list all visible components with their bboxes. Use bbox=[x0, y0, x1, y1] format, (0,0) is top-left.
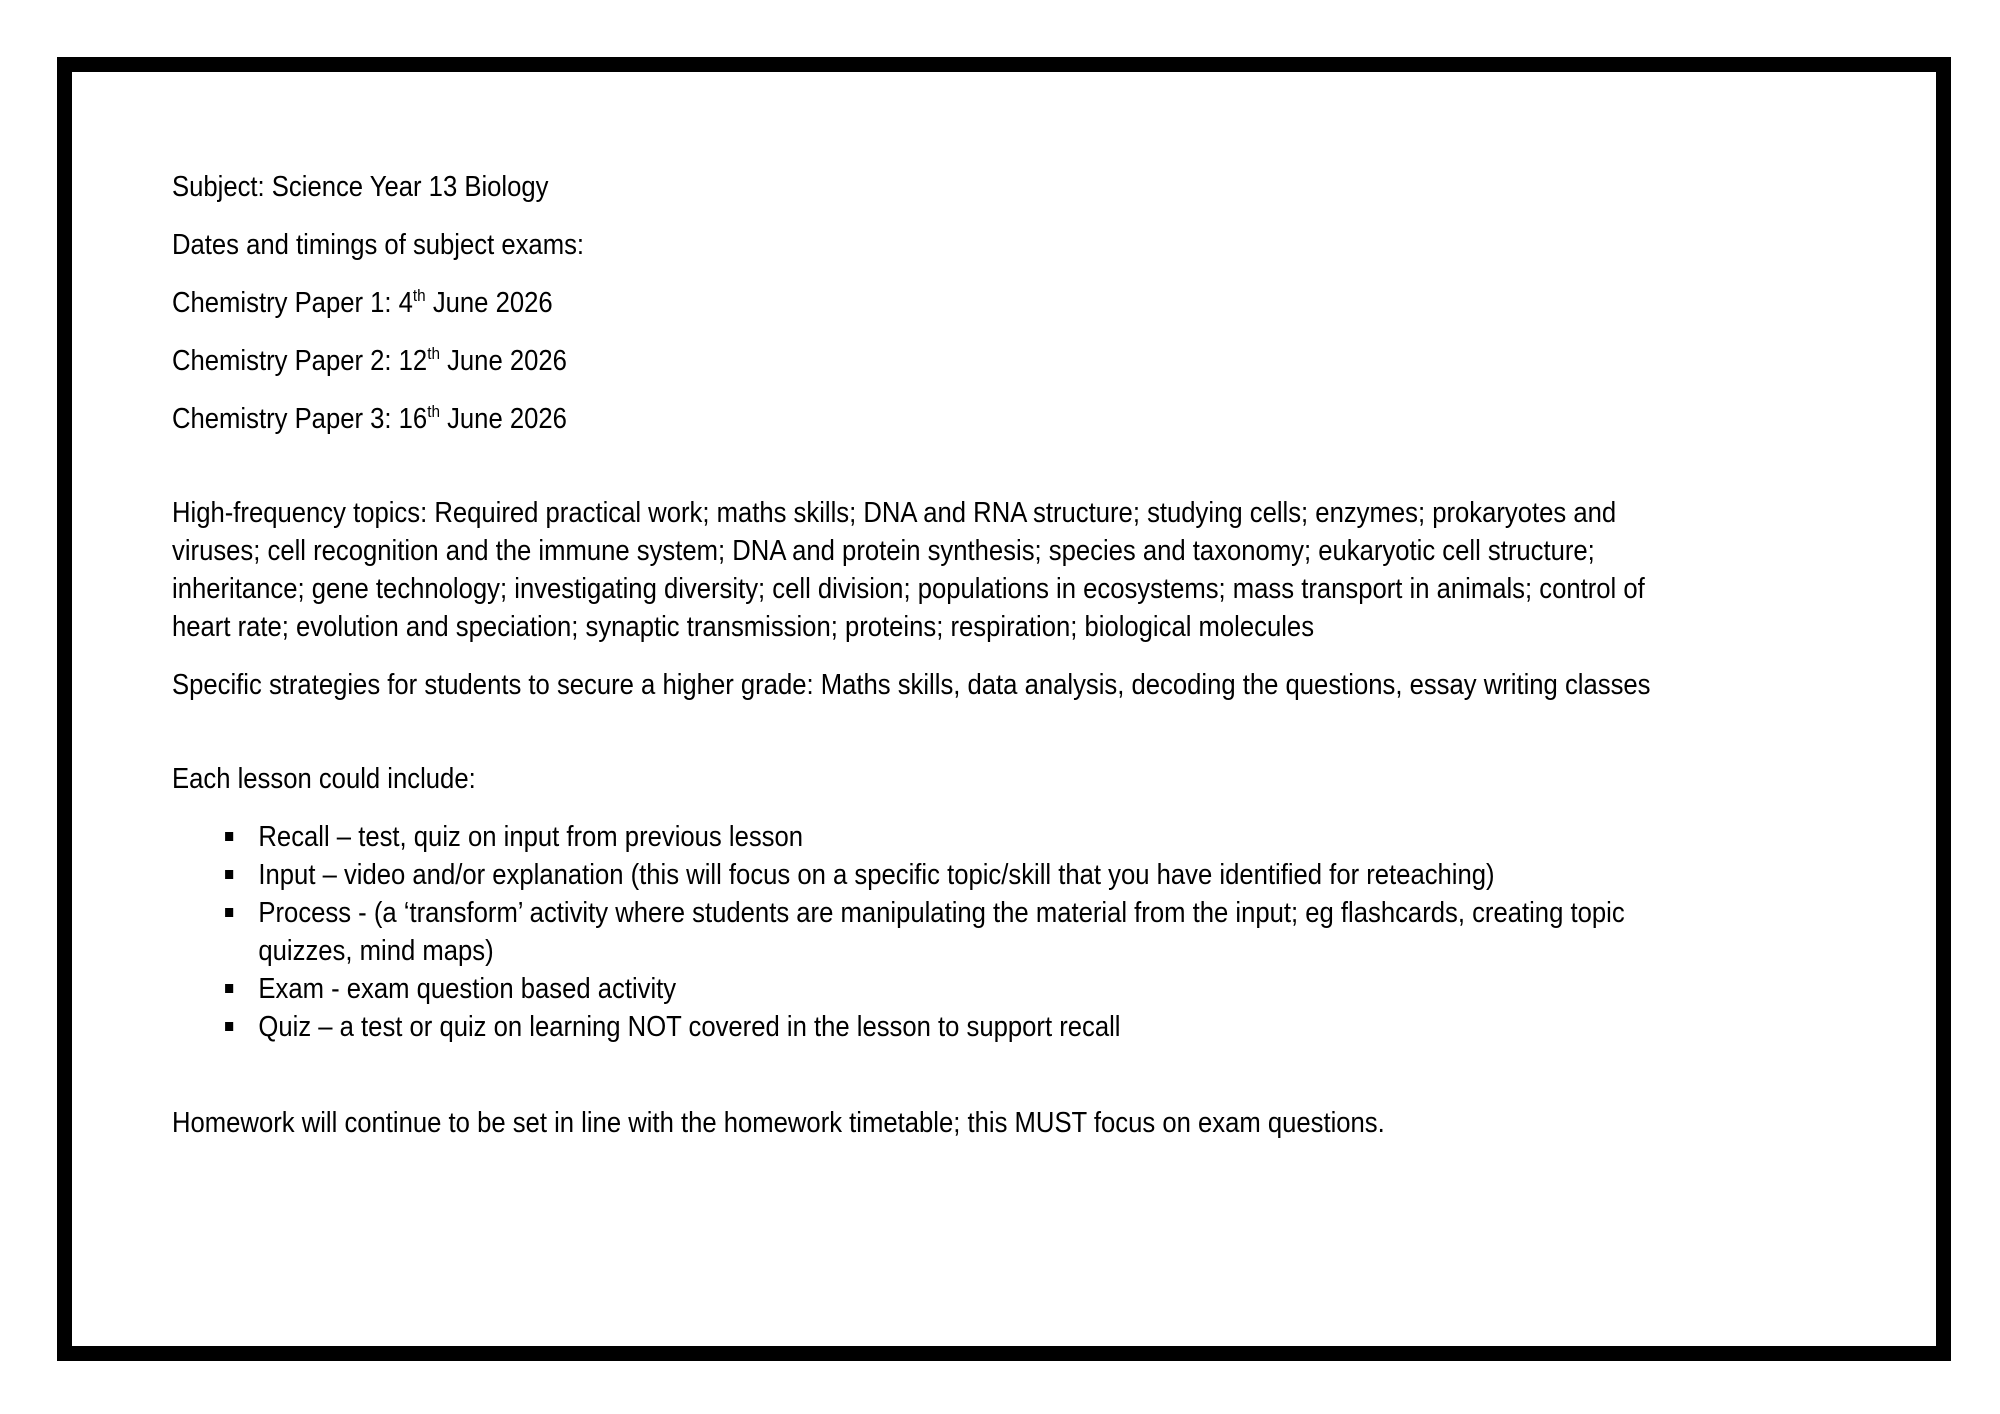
high-frequency-topics: High-frequency topics: Required practical work; maths skills; DNA and RNA structure; studying cells; enzymes; prokaryotes and viruses; cell recognition and the immune system; DNA and protein synthesis; species and taxonomy; eukaryotic cell structure; inheritance; gene technology; investigating diversity; cell division; populations in ecosystems; mass transport in animals; control of heart rate; evolution and speciation; synaptic transmission; proteins; respiration; biological molecules bbox=[172, 497, 1645, 643]
list-item: Quiz – a test or quiz on learning NOT covered in the lesson to support recall bbox=[258, 1008, 1657, 1046]
document-body bbox=[172, 168, 1657, 1142]
dates-heading: Dates and timings of subject exams: bbox=[172, 229, 585, 261]
strategies-paragraph: Specific strategies for students to secure a higher grade: Maths skills, data analysis, decoding the questions, essay writing classes bbox=[172, 669, 1651, 701]
lesson-heading: Each lesson could include: bbox=[172, 763, 476, 795]
subject-line: Subject: Science Year 13 Biology bbox=[172, 171, 549, 203]
spacer bbox=[172, 438, 1657, 494]
exam-label: Chemistry Paper 1: 4 bbox=[172, 287, 413, 319]
exam-date-paper-2 bbox=[172, 342, 1657, 380]
exam-date-paper-3 bbox=[172, 400, 1657, 438]
list-item: Input – video and/or explanation (this will focus on a specific topic/skill that you have identified for reteaching) bbox=[258, 856, 1657, 894]
list-item: Recall – test, quiz on input from previous lesson bbox=[258, 818, 1657, 856]
homework-paragraph: Homework will continue to be set in line with the homework timetable; this MUST focus on exam questions. bbox=[172, 1107, 1385, 1139]
list-item: Process - (a ‘transform’ activity where students are manipulating the material from the input; eg flashcards, creating topic quizzes, mind maps) bbox=[258, 894, 1657, 970]
lesson-list bbox=[172, 818, 1657, 1046]
exam-date: June 2026 bbox=[439, 345, 567, 377]
exam-ordinal-suffix: th bbox=[427, 402, 440, 421]
list-item: Exam - exam question based activity bbox=[258, 970, 1657, 1008]
exam-ordinal-suffix: th bbox=[412, 286, 426, 305]
exam-date: June 2026 bbox=[439, 403, 567, 435]
exam-label: Chemistry Paper 3: 16 bbox=[172, 403, 428, 435]
exam-ordinal-suffix: th bbox=[427, 344, 440, 363]
exam-label: Chemistry Paper 2: 12 bbox=[172, 345, 428, 377]
spacer bbox=[172, 704, 1657, 760]
exam-date-paper-1 bbox=[172, 284, 1657, 322]
spacer bbox=[172, 1046, 1657, 1104]
exam-date: June 2026 bbox=[425, 287, 553, 319]
